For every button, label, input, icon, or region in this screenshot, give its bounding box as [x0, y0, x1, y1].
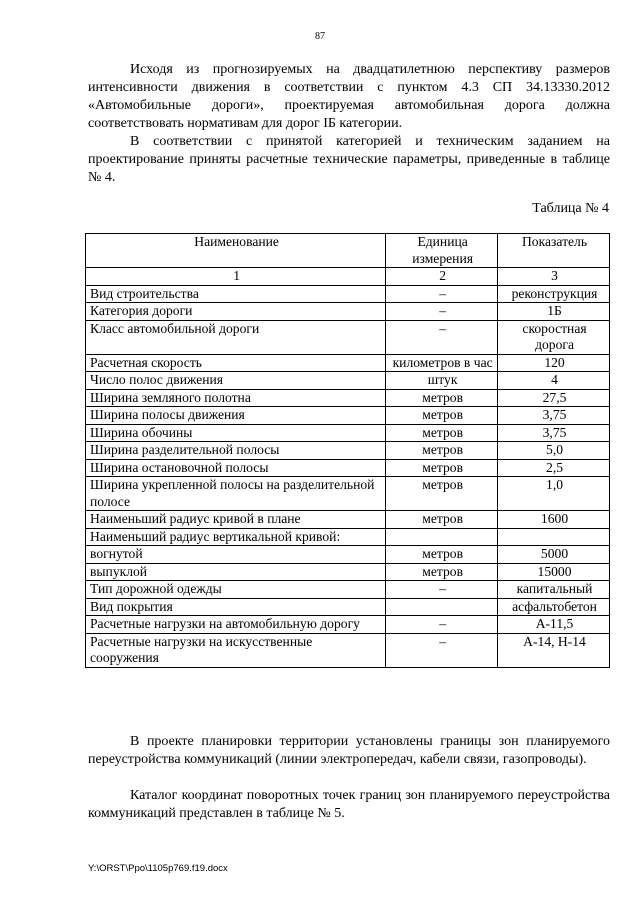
table-row: [86, 459, 610, 477]
row-unit: –: [386, 303, 498, 321]
row-value: 27,5: [498, 389, 610, 407]
row-name: Число полос движения: [86, 372, 386, 390]
row-name: Тип дорожной одежды: [86, 581, 386, 599]
table-row: [86, 563, 610, 581]
row-value: 120: [498, 354, 610, 372]
row-value: 4: [498, 372, 610, 390]
row-name: Ширина полосы движения: [86, 407, 386, 425]
header-name: Наименование: [86, 234, 386, 268]
row-unit: метров: [386, 511, 498, 529]
row-unit: метров: [386, 389, 498, 407]
row-name: Вид строительства: [86, 285, 386, 303]
table-caption: Таблица № 4: [532, 201, 609, 216]
row-unit: метров: [386, 563, 498, 581]
row-value: капитальный: [498, 581, 610, 599]
table-header-row: [86, 234, 610, 268]
row-value: 1600: [498, 511, 610, 529]
intro-paragraph-1: Исходя из прогнозируемых на двадцатилетнюю перспективу размеров интенсивности движения в соответствии с пунктом 4.3 СП 34.13330.2012 «Автомобильные дороги», проектируемая автомобильная дорога должна соответствовать нормативам для дорог IБ категории.: [88, 62, 610, 131]
page-number: 87: [315, 31, 325, 42]
row-name: Ширина обочины: [86, 424, 386, 442]
intro-paragraph-2: В соответствии с принятой категорией и техническим заданием на проектирование приняты расчетные технические параметры, приведенные в таблице № 4.: [88, 134, 610, 185]
row-name: Ширина остановочной полосы: [86, 459, 386, 477]
column-number: 3: [498, 268, 610, 286]
outro-paragraph-2: Каталог координат поворотных точек границ зон планируемого переустройства коммуникаций представлен в таблице № 5.: [88, 788, 610, 821]
row-unit: –: [386, 320, 498, 354]
row-unit: километров в час: [386, 354, 498, 372]
row-value: 5000: [498, 546, 610, 564]
table-row: [86, 528, 610, 546]
row-name: Наименьший радиус вертикальной кривой:: [86, 528, 386, 546]
column-number-row: [86, 268, 610, 286]
row-unit: –: [386, 633, 498, 667]
table-row: [86, 389, 610, 407]
table-row: [86, 616, 610, 634]
row-name: Ширина земляного полотна: [86, 389, 386, 407]
row-unit: метров: [386, 442, 498, 460]
table-row: [86, 511, 610, 529]
row-name: Класс автомобильной дороги: [86, 320, 386, 354]
table-row: [86, 424, 610, 442]
table-row: [86, 285, 610, 303]
row-value: [498, 528, 610, 546]
header-value: Показатель: [498, 234, 610, 268]
row-name: Ширина укрепленной полосы на разделительной полосе: [86, 477, 386, 511]
row-name: Расчетные нагрузки на искусственные сооружения: [86, 633, 386, 667]
row-value: 3,75: [498, 424, 610, 442]
table-row: [86, 354, 610, 372]
row-unit: метров: [386, 459, 498, 477]
row-unit: метров: [386, 407, 498, 425]
row-value: А-11,5: [498, 616, 610, 634]
row-unit: [386, 598, 498, 616]
row-name: Наименьший радиус кривой в плане: [86, 511, 386, 529]
table-row: [86, 407, 610, 425]
row-value: 2,5: [498, 459, 610, 477]
row-name: Вид покрытия: [86, 598, 386, 616]
row-unit: [386, 528, 498, 546]
row-unit: метров: [386, 424, 498, 442]
table-row: [86, 372, 610, 390]
row-value: асфальтобетон: [498, 598, 610, 616]
row-unit: метров: [386, 546, 498, 564]
row-value: 1Б: [498, 303, 610, 321]
row-unit: –: [386, 581, 498, 599]
row-unit: метров: [386, 477, 498, 511]
outro-paragraph-1: В проекте планировки территории установлены границы зон планируемого переустройства коммуникаций (линии электропередач, кабели связи, газопроводы).: [88, 734, 610, 767]
parameters-table: [85, 233, 610, 668]
row-value: 15000: [498, 563, 610, 581]
row-value: 1,0: [498, 477, 610, 511]
table-row: [86, 320, 610, 354]
row-unit: штук: [386, 372, 498, 390]
row-value: А-14, Н-14: [498, 633, 610, 667]
table-row: [86, 303, 610, 321]
header-unit: Единица измерения: [386, 234, 498, 268]
table-row: [86, 633, 610, 667]
table-row: [86, 546, 610, 564]
row-value: скоростная дорога: [498, 320, 610, 354]
table-row: [86, 581, 610, 599]
row-value: 5,0: [498, 442, 610, 460]
row-unit: –: [386, 285, 498, 303]
row-name: Расчетная скорость: [86, 354, 386, 372]
row-name: выпуклой: [86, 563, 386, 581]
row-value: 3,75: [498, 407, 610, 425]
row-name: Ширина разделительной полосы: [86, 442, 386, 460]
column-number: 2: [386, 268, 498, 286]
table-row: [86, 442, 610, 460]
row-value: реконструкция: [498, 285, 610, 303]
table-row: [86, 598, 610, 616]
row-name: Категория дороги: [86, 303, 386, 321]
footer-file-path: Y:\ORST\Ppo\1105p769.f19.docx: [88, 863, 228, 874]
row-name: Расчетные нагрузки на автомобильную дорогу: [86, 616, 386, 634]
table-row: [86, 477, 610, 511]
column-number: 1: [86, 268, 386, 286]
row-name: вогнутой: [86, 546, 386, 564]
row-unit: –: [386, 616, 498, 634]
